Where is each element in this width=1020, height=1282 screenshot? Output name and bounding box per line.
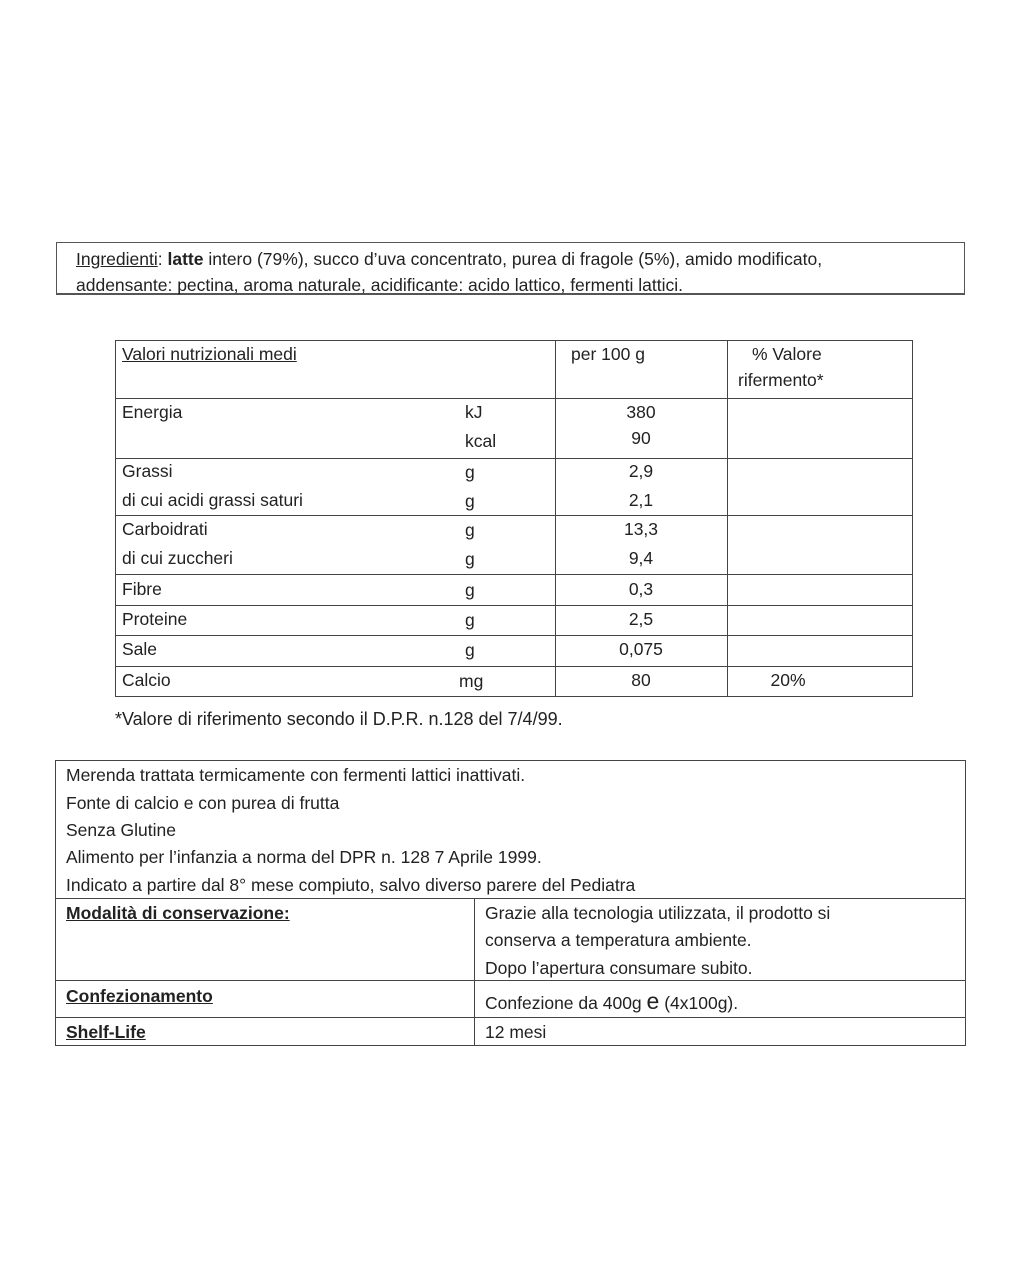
info-table [55, 760, 966, 1046]
info-line: Alimento per l’infanzia a norma del DPR n. 128 7 Aprile 1999. [66, 847, 542, 867]
nutrient-name: Grassi [122, 461, 173, 481]
nutrient-name: Proteine [122, 609, 188, 629]
row-divider [116, 666, 912, 667]
nutrient-unit: g [465, 610, 475, 630]
nutrition-title: Valori nutrizionali medi [122, 344, 297, 364]
nutrient-name: di cui acidi grassi saturi [122, 490, 303, 510]
ref-header-line-2: rifermento* [738, 370, 824, 390]
nutrient-unit: kJ [465, 402, 483, 422]
nutrient-name: Carboidrati [122, 519, 208, 539]
shelf-life-value: 12 mesi [485, 1022, 547, 1042]
nutrition-table [115, 340, 913, 697]
nutrient-unit: kcal [465, 431, 497, 451]
nutrient-value: 13,3 [623, 519, 659, 539]
footnote: *Valore di riferimento secondo il D.P.R. n.128 del 7/4/99. [115, 709, 563, 729]
row-divider [116, 574, 912, 575]
nutrient-value: 2,1 [628, 490, 654, 510]
ref-header-line-1: % Valore [752, 344, 822, 364]
nutrient-unit: g [465, 640, 475, 660]
ingredients-line-2: addensante: pectina, aroma naturale, acidificante: acido lattico, fermenti lattici. [76, 275, 684, 295]
row-divider [56, 980, 965, 981]
nutrient-unit: g [465, 520, 475, 540]
packaging-label: Confezionamento [66, 986, 213, 1006]
nutrient-unit: mg [459, 671, 484, 691]
packaging-e: e [646, 988, 660, 1014]
row-divider [116, 398, 912, 399]
nutrient-unit: g [465, 491, 475, 511]
nutrient-value: 9,4 [628, 548, 654, 568]
packaging-value: Confezione da 400g e (4x100g). [485, 988, 739, 1014]
per-100g-header: per 100 g [571, 344, 645, 364]
ingredients-bold-word: latte [167, 249, 204, 269]
nutrient-value: 80 [631, 670, 651, 690]
nutrient-name: Calcio [122, 670, 171, 690]
nutrient-value: 90 [631, 428, 651, 448]
info-line: Fonte di calcio e con purea di frutta [66, 793, 340, 813]
row-divider [116, 458, 912, 459]
storage-line: conserva a temperatura ambiente. [485, 930, 752, 950]
nutrient-value: 0,3 [628, 579, 654, 599]
ingredients-line-1: Ingredienti: latte intero (79%), succo d’uva concentrato, purea di fragole (5%), amido modificato, [76, 249, 823, 269]
nutrient-unit: g [465, 580, 475, 600]
storage-line: Grazie alla tecnologia utilizzata, il prodotto si [485, 903, 831, 923]
nutrient-name: Sale [122, 639, 158, 659]
ingredients-label: Ingredienti [76, 249, 158, 269]
row-divider [56, 898, 965, 899]
nutrient-name: Energia [122, 402, 183, 422]
storage-label: Modalità di conservazione: [66, 903, 290, 923]
nutrient-value: 0,075 [619, 639, 663, 659]
row-divider [56, 1017, 965, 1018]
nutrient-unit: g [465, 549, 475, 569]
row-divider [116, 515, 912, 516]
storage-line: Dopo l’apertura consumare subito. [485, 958, 753, 978]
column-divider [727, 341, 728, 696]
nutrient-unit: g [465, 462, 475, 482]
nutrient-name: di cui zuccheri [122, 548, 233, 568]
info-line: Senza Glutine [66, 820, 176, 840]
nutrient-value: 380 [626, 402, 656, 422]
nutrient-value: 2,9 [628, 461, 654, 481]
shelf-life-label: Shelf-Life [66, 1022, 146, 1042]
row-divider [116, 635, 912, 636]
nutrient-ref-percent: 20% [770, 670, 806, 690]
info-line: Merenda trattata termicamente con fermenti lattici inattivati. [66, 765, 526, 785]
nutrient-value: 2,5 [628, 609, 654, 629]
row-divider [116, 605, 912, 606]
nutrient-name: Fibre [122, 579, 162, 599]
ingredients-box [56, 242, 965, 295]
info-line: Indicato a partire dal 8° mese compiuto, salvo diverso parere del Pediatra [66, 875, 636, 895]
column-divider [474, 898, 475, 1045]
